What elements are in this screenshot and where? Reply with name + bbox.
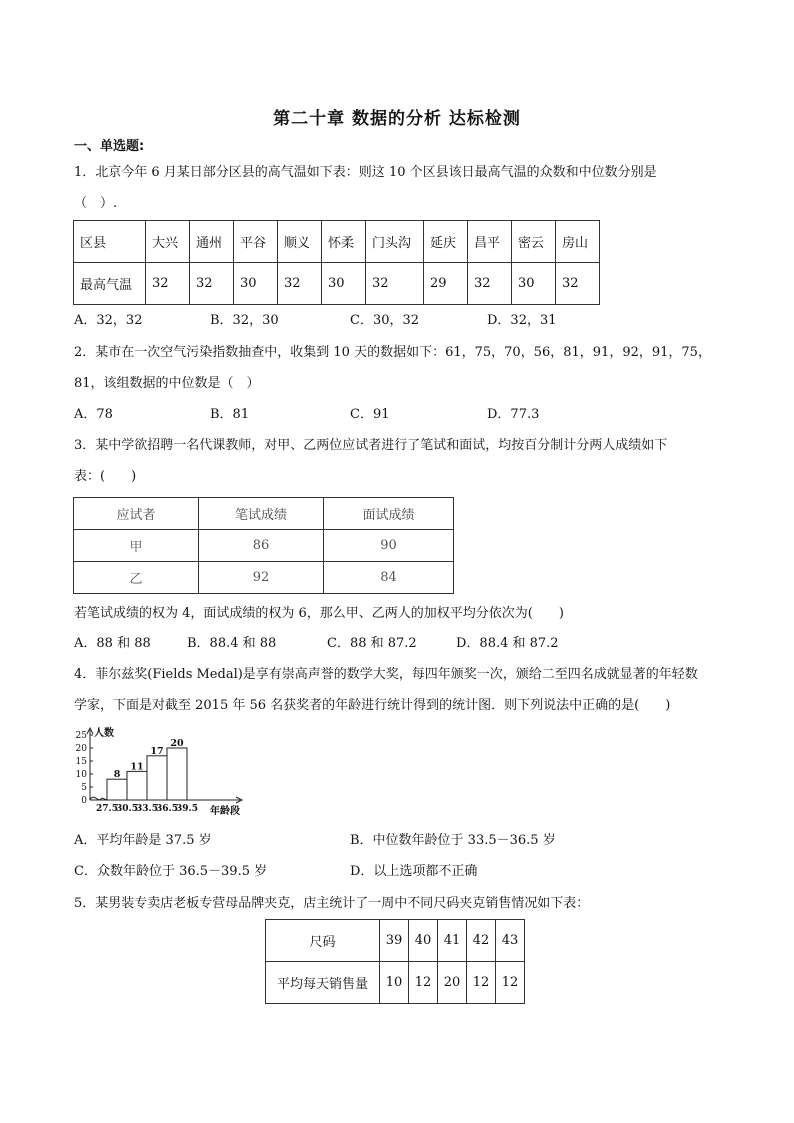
table-row <box>74 530 454 562</box>
y-tick-label: 5 <box>81 783 87 793</box>
q4-option-a: A．平均年龄是 37.5 岁 <box>74 833 212 848</box>
table-cell: 10 <box>380 962 409 1004</box>
table-cell: 32 <box>146 263 190 305</box>
y-axis-label: 人数 <box>94 728 114 739</box>
q1-temperature-table <box>73 220 600 305</box>
x-tick-label: 33.5 <box>136 804 158 814</box>
table-cell: 32 <box>556 263 600 305</box>
table-row <box>266 962 525 1004</box>
histogram-bar <box>167 748 187 800</box>
q3-text-line3: 若笔试成绩的权为 4，面试成绩的权为 6，那么甲、乙两人的加权平均分依次为( ) <box>74 606 564 621</box>
table-cell: 32 <box>278 263 322 305</box>
q1-option-a: A．32，32 <box>74 313 143 328</box>
q2-text-line2: 81，该组数据的中位数是（ ） <box>74 376 260 391</box>
bar-value-label: 17 <box>150 745 164 757</box>
x-tick-label: 30.5 <box>116 804 138 814</box>
table-row <box>74 562 454 594</box>
table-cell: 大兴 <box>146 221 190 263</box>
table-cell: 32 <box>468 263 512 305</box>
bar-value-label: 11 <box>130 761 144 773</box>
y-tick-label: 10 <box>75 770 87 780</box>
y-tick-label: 25 <box>75 731 87 741</box>
q3-option-b: B．88.4 和 88 <box>187 636 277 651</box>
table-cell: 12 <box>409 962 438 1004</box>
bar-value-label: 20 <box>170 738 184 749</box>
table-row <box>74 263 600 305</box>
table-cell: 43 <box>496 920 525 962</box>
age-histogram-chart <box>70 724 250 816</box>
q5-text-line1: 5．某男装专卖店老板专营母品牌夹克，店主统计了一周中不同尺码夹克销售情况如下表： <box>74 896 590 911</box>
table-cell: 12 <box>496 962 525 1004</box>
table-cell: 区县 <box>74 221 146 263</box>
table-cell: 30 <box>322 263 366 305</box>
table-cell: 92 <box>199 562 324 594</box>
table-cell: 42 <box>467 920 496 962</box>
q2-option-d: D．77.3 <box>487 407 540 422</box>
q3-text-line1: 3．某中学欲招聘一名代课教师，对甲、乙两位应试者进行了笔试和面试，均按百分制计分两人成绩如下 <box>74 438 668 453</box>
q3-option-d: D．88.4 和 87.2 <box>456 636 559 651</box>
table-cell: 40 <box>409 920 438 962</box>
table-cell: 昌平 <box>468 221 512 263</box>
table-cell: 通州 <box>190 221 234 263</box>
q2-option-c: C．91 <box>350 407 390 422</box>
y-tick-label: 20 <box>75 744 87 754</box>
page-title: 第二十章 数据的分析 达标检测 <box>273 109 521 129</box>
table-cell: 29 <box>424 263 468 305</box>
x-axis-label: 年龄段 <box>210 806 240 816</box>
table-cell: 86 <box>199 530 324 562</box>
histogram-bar <box>147 756 167 800</box>
table-cell: 最高气温 <box>74 263 146 305</box>
table-row <box>266 920 525 962</box>
table-cell: 房山 <box>556 221 600 263</box>
q4-option-b: B．中位数年龄位于 33.5－36.5 岁 <box>350 833 556 848</box>
bar-value-label: 8 <box>113 769 121 781</box>
x-tick-label: 39.5 <box>176 804 198 814</box>
table-row <box>74 498 454 530</box>
table-cell: 84 <box>324 562 454 594</box>
q3-text-line2: 表：( ) <box>74 469 137 484</box>
table-cell: 12 <box>467 962 496 1004</box>
q1-text-line2: （ ）. <box>74 196 118 211</box>
q2-option-b: B．81 <box>210 407 250 422</box>
table-cell: 乙 <box>74 562 199 594</box>
q2-text-line1: 2．某市在一次空气污染指数抽查中，收集到 10 天的数据如下：61，75，70，56，81，91，92，91，75， <box>74 345 711 360</box>
q1-option-b: B．32，30 <box>210 313 279 328</box>
table-row <box>74 221 600 263</box>
table-cell: 30 <box>512 263 556 305</box>
x-tick-label: 36.5 <box>156 804 178 814</box>
table-cell: 32 <box>190 263 234 305</box>
q1-text-line1: 1．北京今年 6 月某日部分区县的高气温如下表：则这 10 个区县该日最高气温的众数和中位数分别是 <box>74 165 657 180</box>
table-cell: 41 <box>438 920 467 962</box>
table-header: 笔试成绩 <box>199 498 324 530</box>
q4-text-line1: 4．菲尔兹奖(Fields Medal)是享有崇高声誉的数学大奖，每四年颁奖一次，颁给二至四名成就显著的年轻数 <box>74 667 698 682</box>
table-cell: 顺义 <box>278 221 322 263</box>
x-tick-label: 27.5 <box>96 804 118 814</box>
table-cell: 90 <box>324 530 454 562</box>
table-cell: 延庆 <box>424 221 468 263</box>
table-cell: 32 <box>366 263 424 305</box>
table-cell: 20 <box>438 962 467 1004</box>
table-cell: 怀柔 <box>322 221 366 263</box>
q2-option-a: A．78 <box>74 407 113 422</box>
q4-text-line2: 学家，下面是对截至 2015 年 56 名获奖者的年龄进行统计得到的统计图．则下列说法中正确的是( ) <box>74 698 671 713</box>
q4-option-d: D．以上选项都不正确 <box>350 864 478 879</box>
histogram-bar <box>127 771 147 800</box>
q3-option-c: C．88 和 87.2 <box>327 636 417 651</box>
q1-option-c: C．30，32 <box>350 313 420 328</box>
q5-sales-table <box>265 919 525 1004</box>
table-cell: 密云 <box>512 221 556 263</box>
y-tick-label: 0 <box>81 796 87 806</box>
table-cell: 平均每天销售量 <box>266 962 380 1004</box>
table-cell: 甲 <box>74 530 199 562</box>
table-cell: 尺码 <box>266 920 380 962</box>
histogram-bar <box>107 779 127 800</box>
q1-option-d: D．32，31 <box>487 313 557 328</box>
q4-option-c: C．众数年龄位于 36.5－39.5 岁 <box>74 864 268 879</box>
table-cell: 平谷 <box>234 221 278 263</box>
table-header: 面试成绩 <box>324 498 454 530</box>
table-cell: 39 <box>380 920 409 962</box>
section-heading: 一、单选题: <box>74 139 145 154</box>
q3-option-a: A．88 和 88 <box>74 636 151 651</box>
table-cell: 门头沟 <box>366 221 424 263</box>
table-cell: 30 <box>234 263 278 305</box>
q3-score-table <box>73 497 454 594</box>
y-tick-label: 15 <box>75 757 87 767</box>
table-header: 应试者 <box>74 498 199 530</box>
